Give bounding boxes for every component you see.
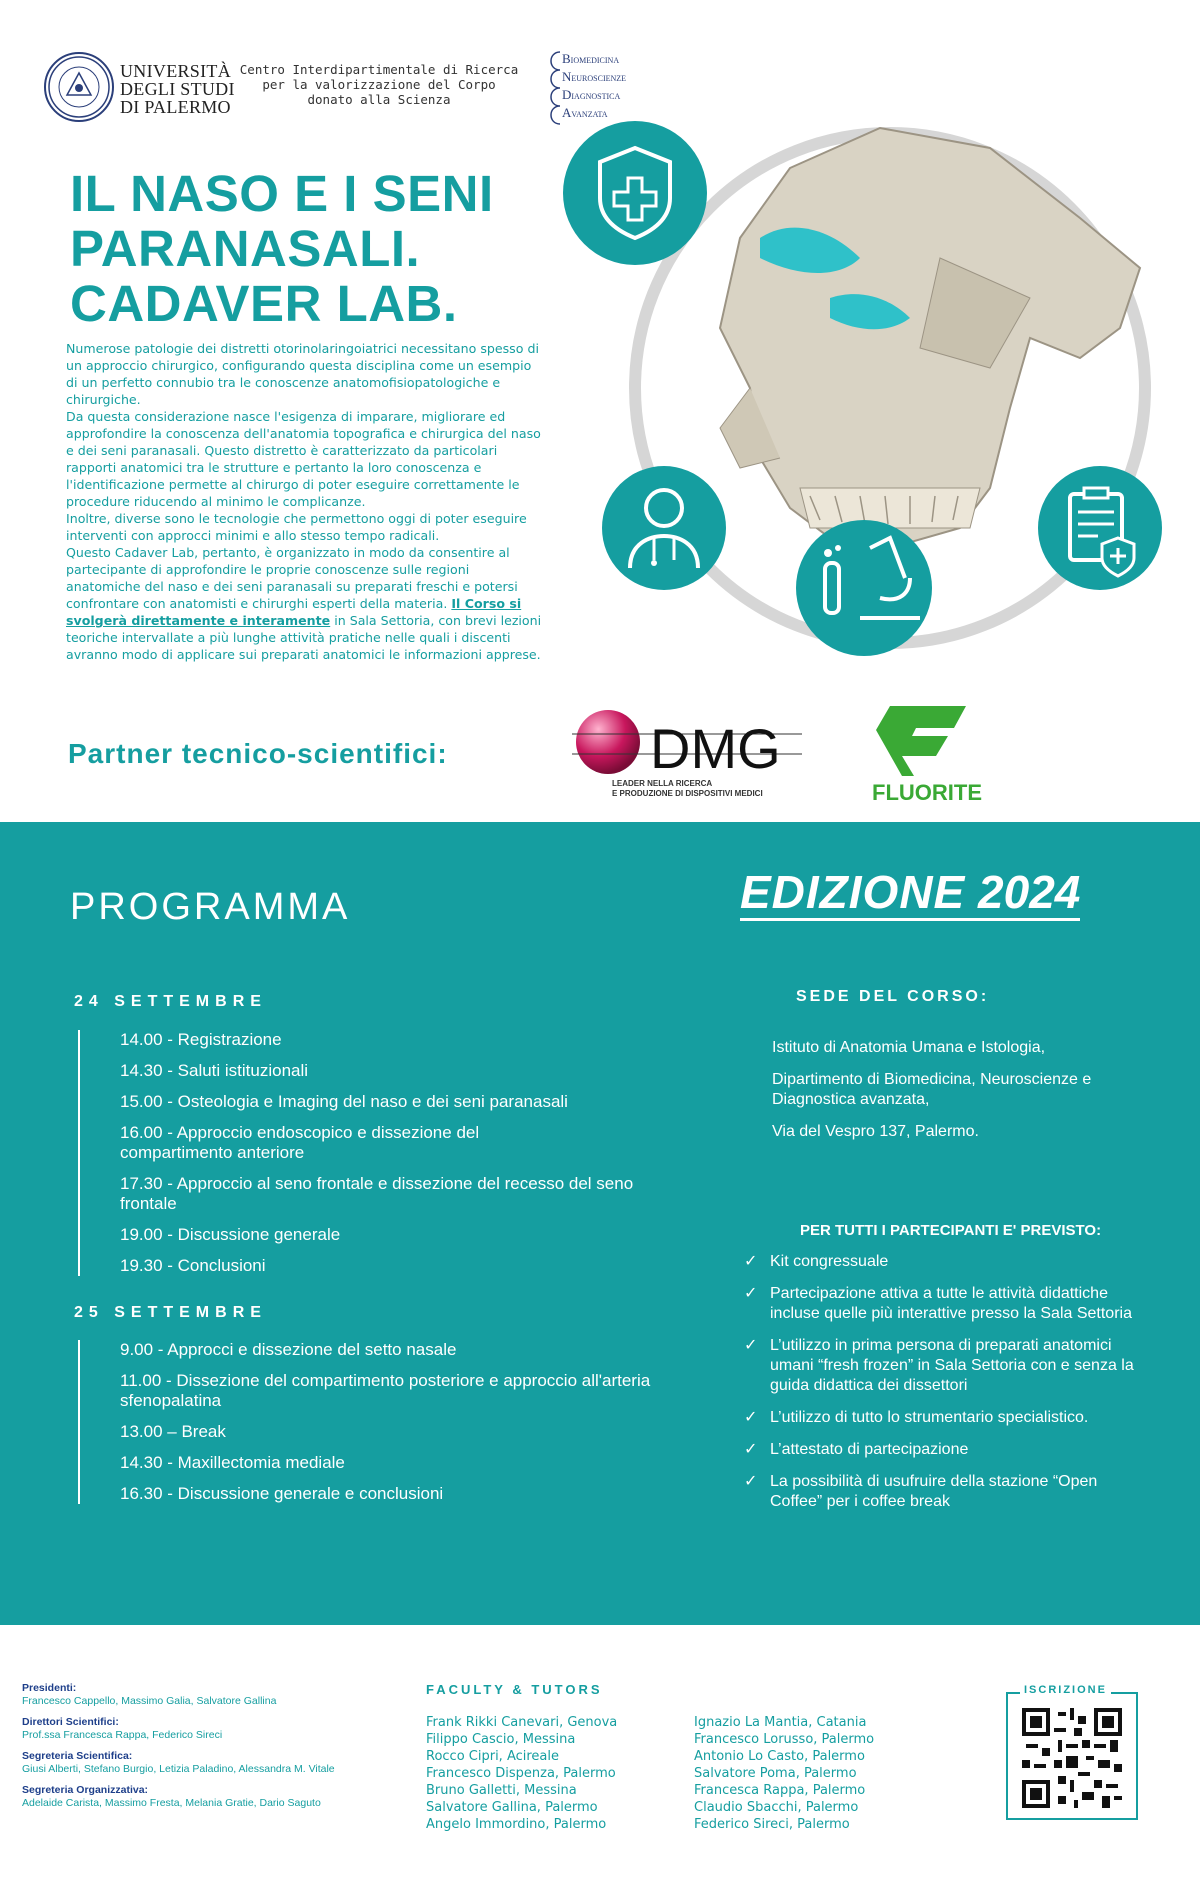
bnd-department-logo: BIOMEDICINA NEUROSCIENZE DIAGNOSTICA AVANZATA bbox=[544, 50, 624, 126]
day-2-heading: 25 SETTEMBRE bbox=[74, 1304, 267, 1321]
check-icon: ✓ bbox=[744, 1337, 758, 1354]
faculty-member: Salvatore Gallina, Palermo bbox=[426, 1800, 598, 1815]
list-item: ✓ Partecipazione attiva a tutte le attività didattiche incluse quelle più interattive presso la Sala Settoria bbox=[744, 1285, 1132, 1322]
clipboard-shield-icon bbox=[1038, 466, 1162, 590]
schedule-item: 14.30 - Saluti istituzionali bbox=[120, 1061, 309, 1080]
faculty-member: Francesco Dispenza, Palermo bbox=[426, 1766, 616, 1781]
faculty-member: Bruno Galletti, Messina bbox=[426, 1783, 577, 1798]
faculty-member: Federico Sireci, Palermo bbox=[694, 1817, 850, 1832]
venue-heading: SEDE DEL CORSO: bbox=[796, 988, 990, 1005]
faculty-member: Francesco Lorusso, Palermo bbox=[694, 1732, 875, 1747]
faculty-member: Angelo Immordino, Palermo bbox=[426, 1817, 607, 1832]
svg-text:LEADER NELLA RICERCA: LEADER NELLA RICERCA bbox=[612, 779, 713, 788]
microscope-lab-icon bbox=[796, 520, 932, 656]
schedule-item: 13.00 – Break bbox=[120, 1422, 226, 1441]
research-center-name: Centro Interdipartimentale di Ricerca per la valorizzazione del Corpo donato alla Scienza bbox=[239, 62, 519, 107]
faculty-member: Antonio Lo Casto, Palermo bbox=[694, 1749, 865, 1764]
faculty-heading: FACULTY & TUTORS bbox=[426, 1682, 603, 1697]
list-item: ✓ L’attestato di partecipazione bbox=[744, 1441, 969, 1458]
doctor-icon bbox=[602, 466, 726, 590]
edition-title: EDIZIONE 2024 bbox=[740, 866, 1080, 921]
faculty-column-2 bbox=[694, 1714, 874, 1833]
fluorite-logo bbox=[862, 706, 992, 806]
schedule-item: 16.00 - Approccio endoscopico e dissezione del compartimento anteriore bbox=[120, 1123, 480, 1162]
registration-qr-code[interactable] bbox=[1022, 1708, 1122, 1808]
day-2-schedule bbox=[78, 1340, 680, 1504]
university-seal-logo bbox=[44, 52, 114, 122]
page-title: IL NASO E I SENI PARANASALI. CADAVER LAB. bbox=[70, 165, 494, 332]
faculty-member: Ignazio La Mantia, Catania bbox=[694, 1715, 867, 1730]
faculty-member: Rocco Cipri, Acireale bbox=[426, 1749, 560, 1764]
faculty-member: Filippo Cascio, Messina bbox=[426, 1732, 576, 1747]
schedule-item: 19.00 - Discussione generale bbox=[120, 1225, 341, 1244]
faculty-member: Frank Rikki Canevari, Genova bbox=[426, 1715, 618, 1730]
faculty-member: Salvatore Poma, Palermo bbox=[694, 1766, 857, 1781]
organizers-block: Presidenti: Francesco Cappello, Massimo Galia, Salvatore Gallina Direttori Scientifici: Prof.ssa Francesca Rappa, Federico Sireci Segreteria Scientifica: Giusi Alberti, Stefano Burgio, Letizia Paladino, Alessandra M. Vitale Segreteria Organizzativa: Adelaide Carista, Massimo Fresta, Melania Gratie, Dario Saguto bbox=[22, 1682, 335, 1809]
check-icon: ✓ bbox=[744, 1285, 758, 1302]
included-list bbox=[744, 1252, 1144, 1524]
check-icon: ✓ bbox=[744, 1253, 758, 1270]
intro-text: Numerose patologie dei distretti otorinolaringoiatrici necessitano spesso di un approccio chirurgico, configurando questa disciplina come un esempio di un perfetto connubio tra le conoscenze anatomofisiopatologiche e chirurgiche. Da questa considerazione nasce l'esigenza di imparare, migliorare ed approfondire la conoscenza dell'anatomia topografica e chirurgica del naso e dei seni paranasali. Questo distretto è caratterizzato da particolari rapporti anatomici tra le strutture e pertanto la loro conoscenza e l'identificazione permette al chirurgo di poter eseguire correttamente le procedure riducendo al minimo le complicanze. Inoltre, diverse sono le tecnologie che permettono oggi di poter eseguire interventi con approcci minimi e allo stesso tempo radicali. Questo Cadaver Lab, pertanto, è organizzato in modo da consentire al partecipante di approfondire le proprie conoscenze sulle regioni anatomiche del naso e dei seni paranasali su preparati freschi e potersi confrontare con anatomisti e chirurghi esperti della materia. Il Corso si svolgerà direttamente e interamente in Sala Settoria, con brevi lezioni teoriche intervallate a più lunghe attività pratiche nelle quali i discenti avranno modo di applicare sui preparati anatomici le informazioni apprese. bbox=[66, 341, 542, 662]
schedule-item: 16.30 - Discussione generale e conclusioni bbox=[120, 1484, 444, 1503]
skull-medical-icons-graphic bbox=[560, 108, 1200, 678]
partners-title: Partner tecnico-scientifici: bbox=[68, 738, 448, 769]
svg-text:FLUORITE: FLUORITE bbox=[872, 780, 982, 805]
faculty-column-1 bbox=[426, 1714, 617, 1833]
day-1-schedule bbox=[78, 1030, 680, 1276]
schedule-item: 9.00 - Approcci e dissezione del setto nasale bbox=[120, 1340, 457, 1359]
shield-plus-icon bbox=[563, 121, 707, 265]
svg-text:E PRODUZIONE DI DISPOSITIVI ME: E PRODUZIONE DI DISPOSITIVI MEDICI bbox=[612, 789, 763, 798]
day-1-heading: 24 SETTEMBRE bbox=[74, 993, 267, 1010]
check-icon: ✓ bbox=[744, 1409, 758, 1426]
venue-address: Istituto di Anatomia Umana e Istologia, Dipartimento di Biomedicina, Neuroscienze e Diagnostica avanzata, Via del Vespro 137, Palermo. bbox=[772, 1039, 1092, 1140]
list-item: ✓ L’utilizzo di tutto lo strumentario specialistico. bbox=[744, 1409, 1089, 1426]
schedule-item: 15.00 - Osteologia e Imaging del naso e dei seni paranasali bbox=[120, 1092, 568, 1111]
schedule-item: 14.30 - Maxillectomia mediale bbox=[120, 1453, 345, 1472]
list-item: ✓ Kit congressuale bbox=[744, 1253, 889, 1270]
registration-label: ISCRIZIONE bbox=[1020, 1684, 1111, 1696]
list-item: ✓ La possibilità di usufruire della stazione “Open Coffee” per i coffee break bbox=[744, 1473, 1098, 1510]
svg-text:DMG: DMG bbox=[650, 717, 781, 780]
faculty-member: Claudio Sbacchi, Palermo bbox=[694, 1800, 859, 1815]
faculty-member: Francesca Rappa, Palermo bbox=[694, 1783, 866, 1798]
list-item: ✓ L’utilizzo in prima persona di preparati anatomici umani “fresh frozen” in Sala Settoria con e senza la guida didattica dei dissettori bbox=[744, 1337, 1134, 1394]
course-info-link[interactable]: Il Corso si svolgerà direttamente e interamente bbox=[66, 596, 522, 628]
schedule-item: 14.00 - Registrazione bbox=[120, 1030, 282, 1049]
dmg-logo bbox=[572, 706, 804, 806]
included-heading: PER TUTTI I PARTECIPANTI E' PREVISTO: bbox=[800, 1222, 1102, 1239]
schedule-item: 19.30 - Conclusioni bbox=[120, 1256, 266, 1275]
program-title: PROGRAMMA bbox=[70, 886, 351, 928]
schedule-item: 11.00 - Dissezione del compartimento posteriore e approccio all'arteria sfenopalatina bbox=[120, 1371, 651, 1410]
university-name: UNIVERSITÀ DEGLI STUDI DI PALERMO bbox=[120, 61, 235, 117]
schedule-item: 17.30 - Approccio al seno frontale e dissezione del recesso del seno frontale bbox=[120, 1174, 634, 1213]
check-icon: ✓ bbox=[744, 1441, 758, 1458]
check-icon: ✓ bbox=[744, 1473, 758, 1490]
